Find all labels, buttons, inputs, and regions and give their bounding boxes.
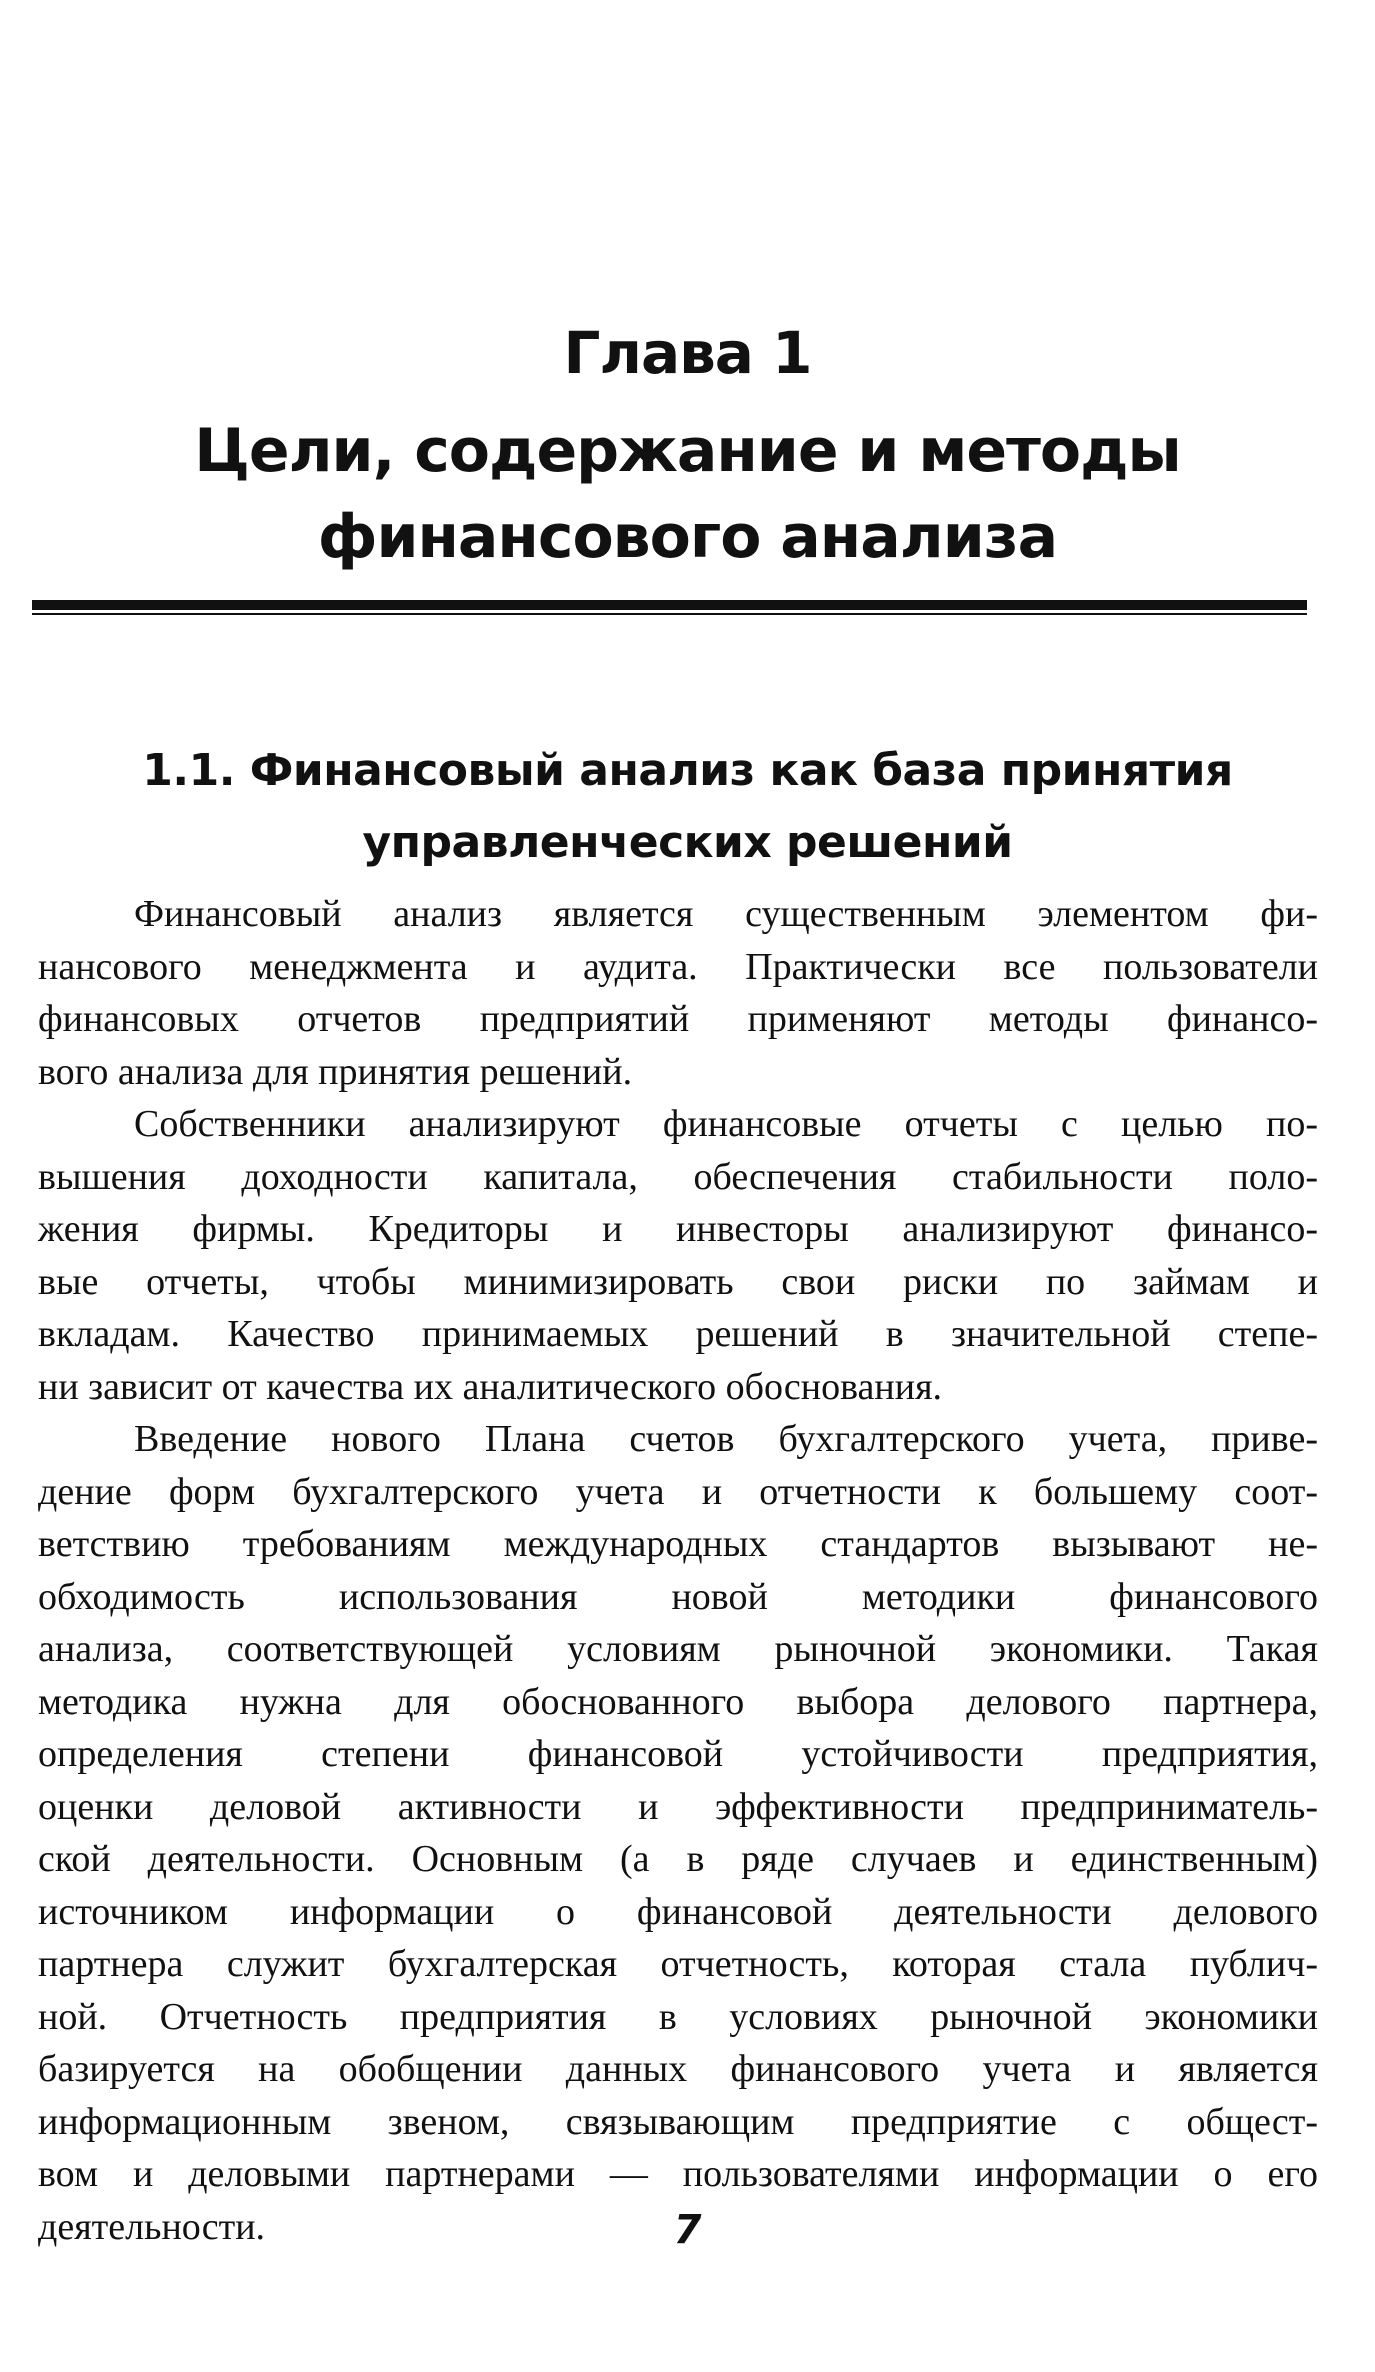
text-line: Введение нового Плана счетов бухгалтерского учета, приве- xyxy=(134,1418,1318,1460)
text-line: источником информации о финансовой деятельности делового xyxy=(38,1890,1318,1933)
text-line: вые отчеты, чтобы минимизировать свои риски по займам и xyxy=(38,1260,1318,1303)
chapter-title-line: финансового анализа xyxy=(317,502,1058,572)
chapter-divider-thin xyxy=(32,613,1307,615)
section-title-line: 1.1. Финансовый анализ как база принятия xyxy=(142,745,1233,796)
text-line: вышения доходности капитала, обеспечения стабильности поло- xyxy=(38,1155,1318,1198)
text-line: дение форм бухгалтерского учета и отчетности к большему соот- xyxy=(38,1470,1318,1513)
text-line: анализа, соответствующей условиям рыночной экономики. Такая xyxy=(38,1628,1318,1670)
paragraph-1 xyxy=(38,888,1318,1098)
body-text xyxy=(38,888,1318,2253)
section-title-line: управленческих решений xyxy=(362,817,1013,868)
section-title xyxy=(0,735,1375,879)
text-line: ветствию требованиям международных стандартов вызывают не- xyxy=(38,1523,1318,1565)
text-line: Собственники анализируют финансовые отчеты с целью по- xyxy=(134,1103,1318,1145)
paragraph-2 xyxy=(38,1098,1318,1413)
text-line: финансовых отчетов предприятий применяют методы финансо- xyxy=(38,998,1318,1040)
text-line: оценки деловой активности и эффективности предприниматель- xyxy=(38,1785,1318,1828)
chapter-title xyxy=(0,408,1375,580)
text-line: деятельности. xyxy=(38,2205,266,2248)
chapter-divider-thick xyxy=(32,600,1307,610)
paragraph-3 xyxy=(38,1413,1318,2253)
text-line: информационным звеном, связывающим предприятие с общест- xyxy=(38,2100,1318,2143)
text-line: методика нужна для обоснованного выбора делового партнера, xyxy=(38,1680,1318,1723)
text-line: определения степени финансовой устойчивости предприятия, xyxy=(38,1733,1318,1775)
text-line: ской деятельности. Основным (а в ряде случаев и единственным) xyxy=(38,1838,1318,1880)
text-line: партнера служит бухгалтерская отчетность, которая стала публич- xyxy=(38,1943,1318,1985)
page-number: 7 xyxy=(673,2207,702,2253)
text-line: вкладам. Качество принимаемых решений в значительной степе- xyxy=(38,1313,1318,1355)
text-line: обходимость использования новой методики финансового xyxy=(38,1575,1318,1618)
text-line: жения фирмы. Кредиторы и инвесторы анализируют финансо- xyxy=(38,1208,1318,1250)
text-line: базируется на обобщении данных финансового учета и является xyxy=(38,2048,1318,2090)
chapter-label: Глава 1 xyxy=(563,319,812,387)
text-line: ной. Отчетность предприятия в условиях рыночной экономики xyxy=(38,1995,1318,2038)
text-line: вого анализа для принятия решений. xyxy=(38,1050,633,1093)
text-line: вом и деловыми партнерами — пользователями информации о его xyxy=(38,2153,1318,2195)
text-line: нансового менеджмента и аудита. Практически все пользователи xyxy=(38,945,1318,988)
text-line: Финансовый анализ является существенным элементом фи- xyxy=(134,893,1318,935)
text-line: ни зависит от качества их аналитического обоснования. xyxy=(38,1365,943,1408)
chapter-title-line: Цели, содержание и методы xyxy=(194,416,1181,486)
